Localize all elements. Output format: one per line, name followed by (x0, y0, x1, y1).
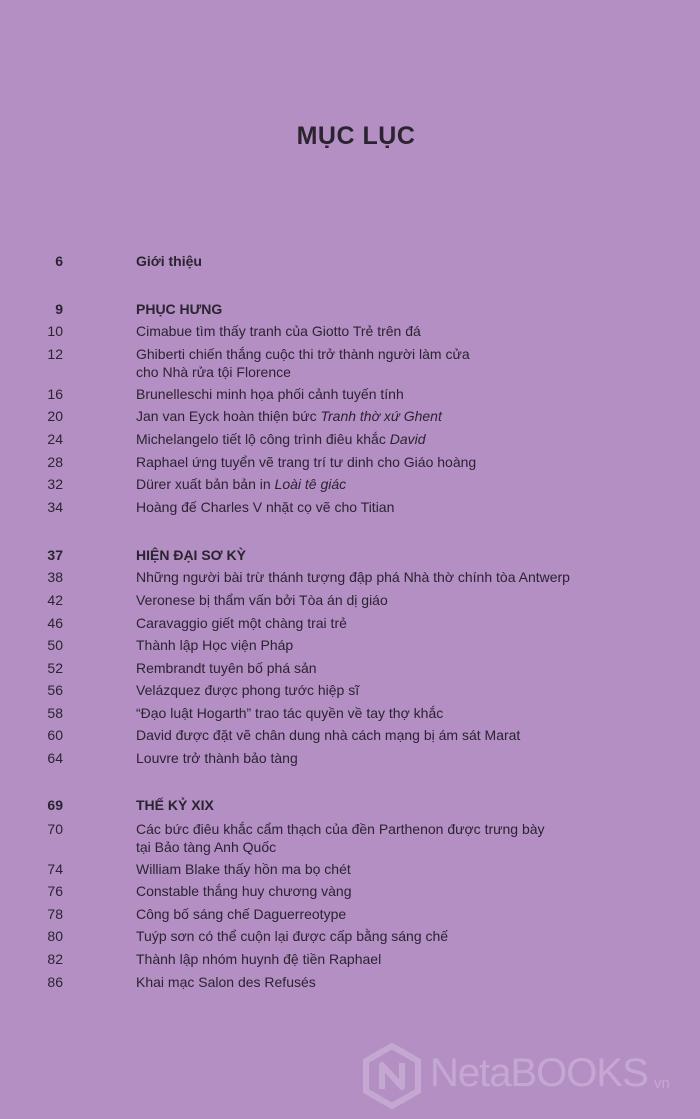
toc-entry-title: David được đặt vẽ chân dung nhà cách mạng bị ám sát Marat (136, 727, 521, 743)
toc-entry-title: Brunelleschi minh họa phối cảnh tuyến tính (136, 386, 404, 402)
toc-page-number: 64 (47, 750, 63, 766)
toc-page-number: 46 (47, 615, 63, 631)
toc-page-number: 86 (47, 974, 63, 990)
toc-entry-text (136, 659, 596, 677)
toc-entry-title: Giới thiệu (136, 253, 202, 269)
toc-entry-text (136, 300, 596, 318)
watermark-logo (362, 1041, 692, 1113)
toc-page-number: 78 (47, 906, 63, 922)
toc-page-number: 12 (47, 346, 63, 362)
toc-entry-title: THẾ KỶ XIX (136, 797, 214, 813)
page-title: MỤC LỤC (296, 122, 416, 150)
toc-entry-text (136, 636, 596, 654)
toc-entry-title: Michelangelo tiết lộ công trình điêu khắc (136, 431, 390, 447)
toc-entry-text (136, 726, 596, 744)
toc-entry-text (136, 927, 596, 945)
toc-page-number: 82 (47, 951, 63, 967)
toc-page-number: 80 (47, 928, 63, 944)
toc-entry-text (136, 322, 596, 340)
toc-entry-text (136, 882, 596, 900)
toc-entry-title: HIỆN ĐẠI SƠ KỲ (136, 547, 246, 563)
toc-page-number: 42 (47, 592, 63, 608)
toc-entry-title: Hoàng đế Charles V nhặt cọ vẽ cho Titian (136, 499, 395, 515)
toc-page-number: 37 (47, 547, 63, 563)
toc-entry-text (136, 591, 596, 609)
toc-entry-title: Rembrandt tuyên bố phá sản (136, 660, 317, 676)
toc-entry-title: Velázquez được phong tước hiệp sĩ (136, 682, 360, 698)
toc-entry-title: Dürer xuất bản bản in (136, 476, 275, 492)
toc-entry-title: Tuýp sơn có thể cuộn lại được cấp bằng sáng chế (136, 928, 449, 944)
toc-entry-text (136, 385, 596, 403)
toc-page-number: 9 (55, 301, 63, 317)
toc-entry-text (136, 950, 596, 968)
toc-entry-title-continued: cho Nhà rửa tội Florence (136, 364, 291, 380)
toc-entry-text (136, 453, 596, 471)
toc-page-number: 34 (47, 499, 63, 515)
toc-entry-title-continued: tại Bảo tàng Anh Quốc (136, 839, 277, 855)
toc-page-number: 69 (47, 797, 63, 813)
toc-page-number: 16 (47, 386, 63, 402)
toc-page-number: 58 (47, 705, 63, 721)
toc-page-number: 74 (47, 861, 63, 877)
toc-page-number: 20 (47, 408, 63, 424)
toc-page-number: 70 (47, 821, 63, 837)
toc-page-number: 24 (47, 431, 63, 447)
toc-entry-title: Constable thắng huy chương vàng (136, 883, 352, 899)
toc-entry-title: Raphael ứng tuyển vẽ trang trí tư dinh cho Giáo hoàng (136, 454, 477, 470)
toc-entry-title: Cimabue tìm thấy tranh của Giotto Trẻ trên đá (136, 323, 421, 339)
toc-entry-text (136, 498, 596, 516)
toc-entry-text (136, 973, 596, 991)
toc-entry-text (136, 820, 596, 856)
toc-entry-text (136, 345, 596, 381)
toc-entry-text (136, 749, 596, 767)
toc-page-number: 76 (47, 883, 63, 899)
toc-entry-text (136, 614, 596, 632)
toc-page-number: 10 (47, 323, 63, 339)
toc-entry-title: William Blake thấy hồn ma bọ chét (136, 861, 351, 877)
watermark-suffix: vn (654, 1075, 670, 1092)
toc-entry-title: Louvre trở thành bảo tàng (136, 750, 298, 766)
toc-entry-title: Thành lập nhóm huynh đệ tiền Raphael (136, 951, 382, 967)
toc-page-number: 50 (47, 637, 63, 653)
toc-page-number: 28 (47, 454, 63, 470)
toc-entry-text (136, 860, 596, 878)
toc-entry-title: PHỤC HƯNG (136, 301, 223, 317)
toc-entry-work-title: David (389, 431, 426, 447)
toc-entry-text (136, 681, 596, 699)
toc-entry-text (136, 475, 596, 493)
toc-entry-work-title: Tranh thờ xứ Ghent (320, 408, 442, 424)
toc-entry-title: Khai mạc Salon des Refusés (136, 974, 316, 990)
toc-entry-title: Veronese bị thẩm vấn bởi Tòa án dị giáo (136, 592, 388, 608)
watermark-brand: NetaBOOKS (430, 1051, 648, 1095)
toc-entry-text (136, 252, 596, 270)
toc-entry-title: “Đạo luật Hogarth” trao tác quyền về tay thợ khắc (136, 705, 444, 721)
toc-entry-title: Những người bài trừ thánh tượng đập phá Nhà thờ chính tòa Antwerp (136, 569, 570, 585)
toc-page-number: 60 (47, 727, 63, 743)
toc-entry-text (136, 407, 596, 425)
toc-entry-text (136, 546, 596, 564)
toc-entry-title: Công bố sáng chế Daguerreotype (136, 906, 347, 922)
toc-entry-title: Caravaggio giết một chàng trai trẻ (136, 615, 347, 631)
toc-page-number: 38 (47, 569, 63, 585)
toc-entry-work-title: Loài tê giác (274, 476, 347, 492)
toc-page-number: 52 (47, 660, 63, 676)
toc-entry-text (136, 704, 596, 722)
toc-entry-text (136, 796, 596, 814)
netabooks-logo-icon (362, 1043, 422, 1109)
toc-page-number: 56 (47, 682, 63, 698)
toc-entry-title: Thành lập Học viện Pháp (136, 637, 294, 653)
toc-page-number: 6 (55, 253, 63, 269)
toc-entry-title: Các bức điêu khắc cẩm thạch của đền Parthenon được trưng bày (136, 821, 545, 837)
toc-entry-text (136, 905, 596, 923)
toc-entry-title: Ghiberti chiến thắng cuộc thi trở thành người làm cửa (136, 346, 470, 362)
toc-entry-text (136, 430, 596, 448)
toc-entry-text (136, 568, 596, 586)
toc-entry-title: Jan van Eyck hoàn thiện bức (136, 408, 321, 424)
toc-page-number: 32 (47, 476, 63, 492)
